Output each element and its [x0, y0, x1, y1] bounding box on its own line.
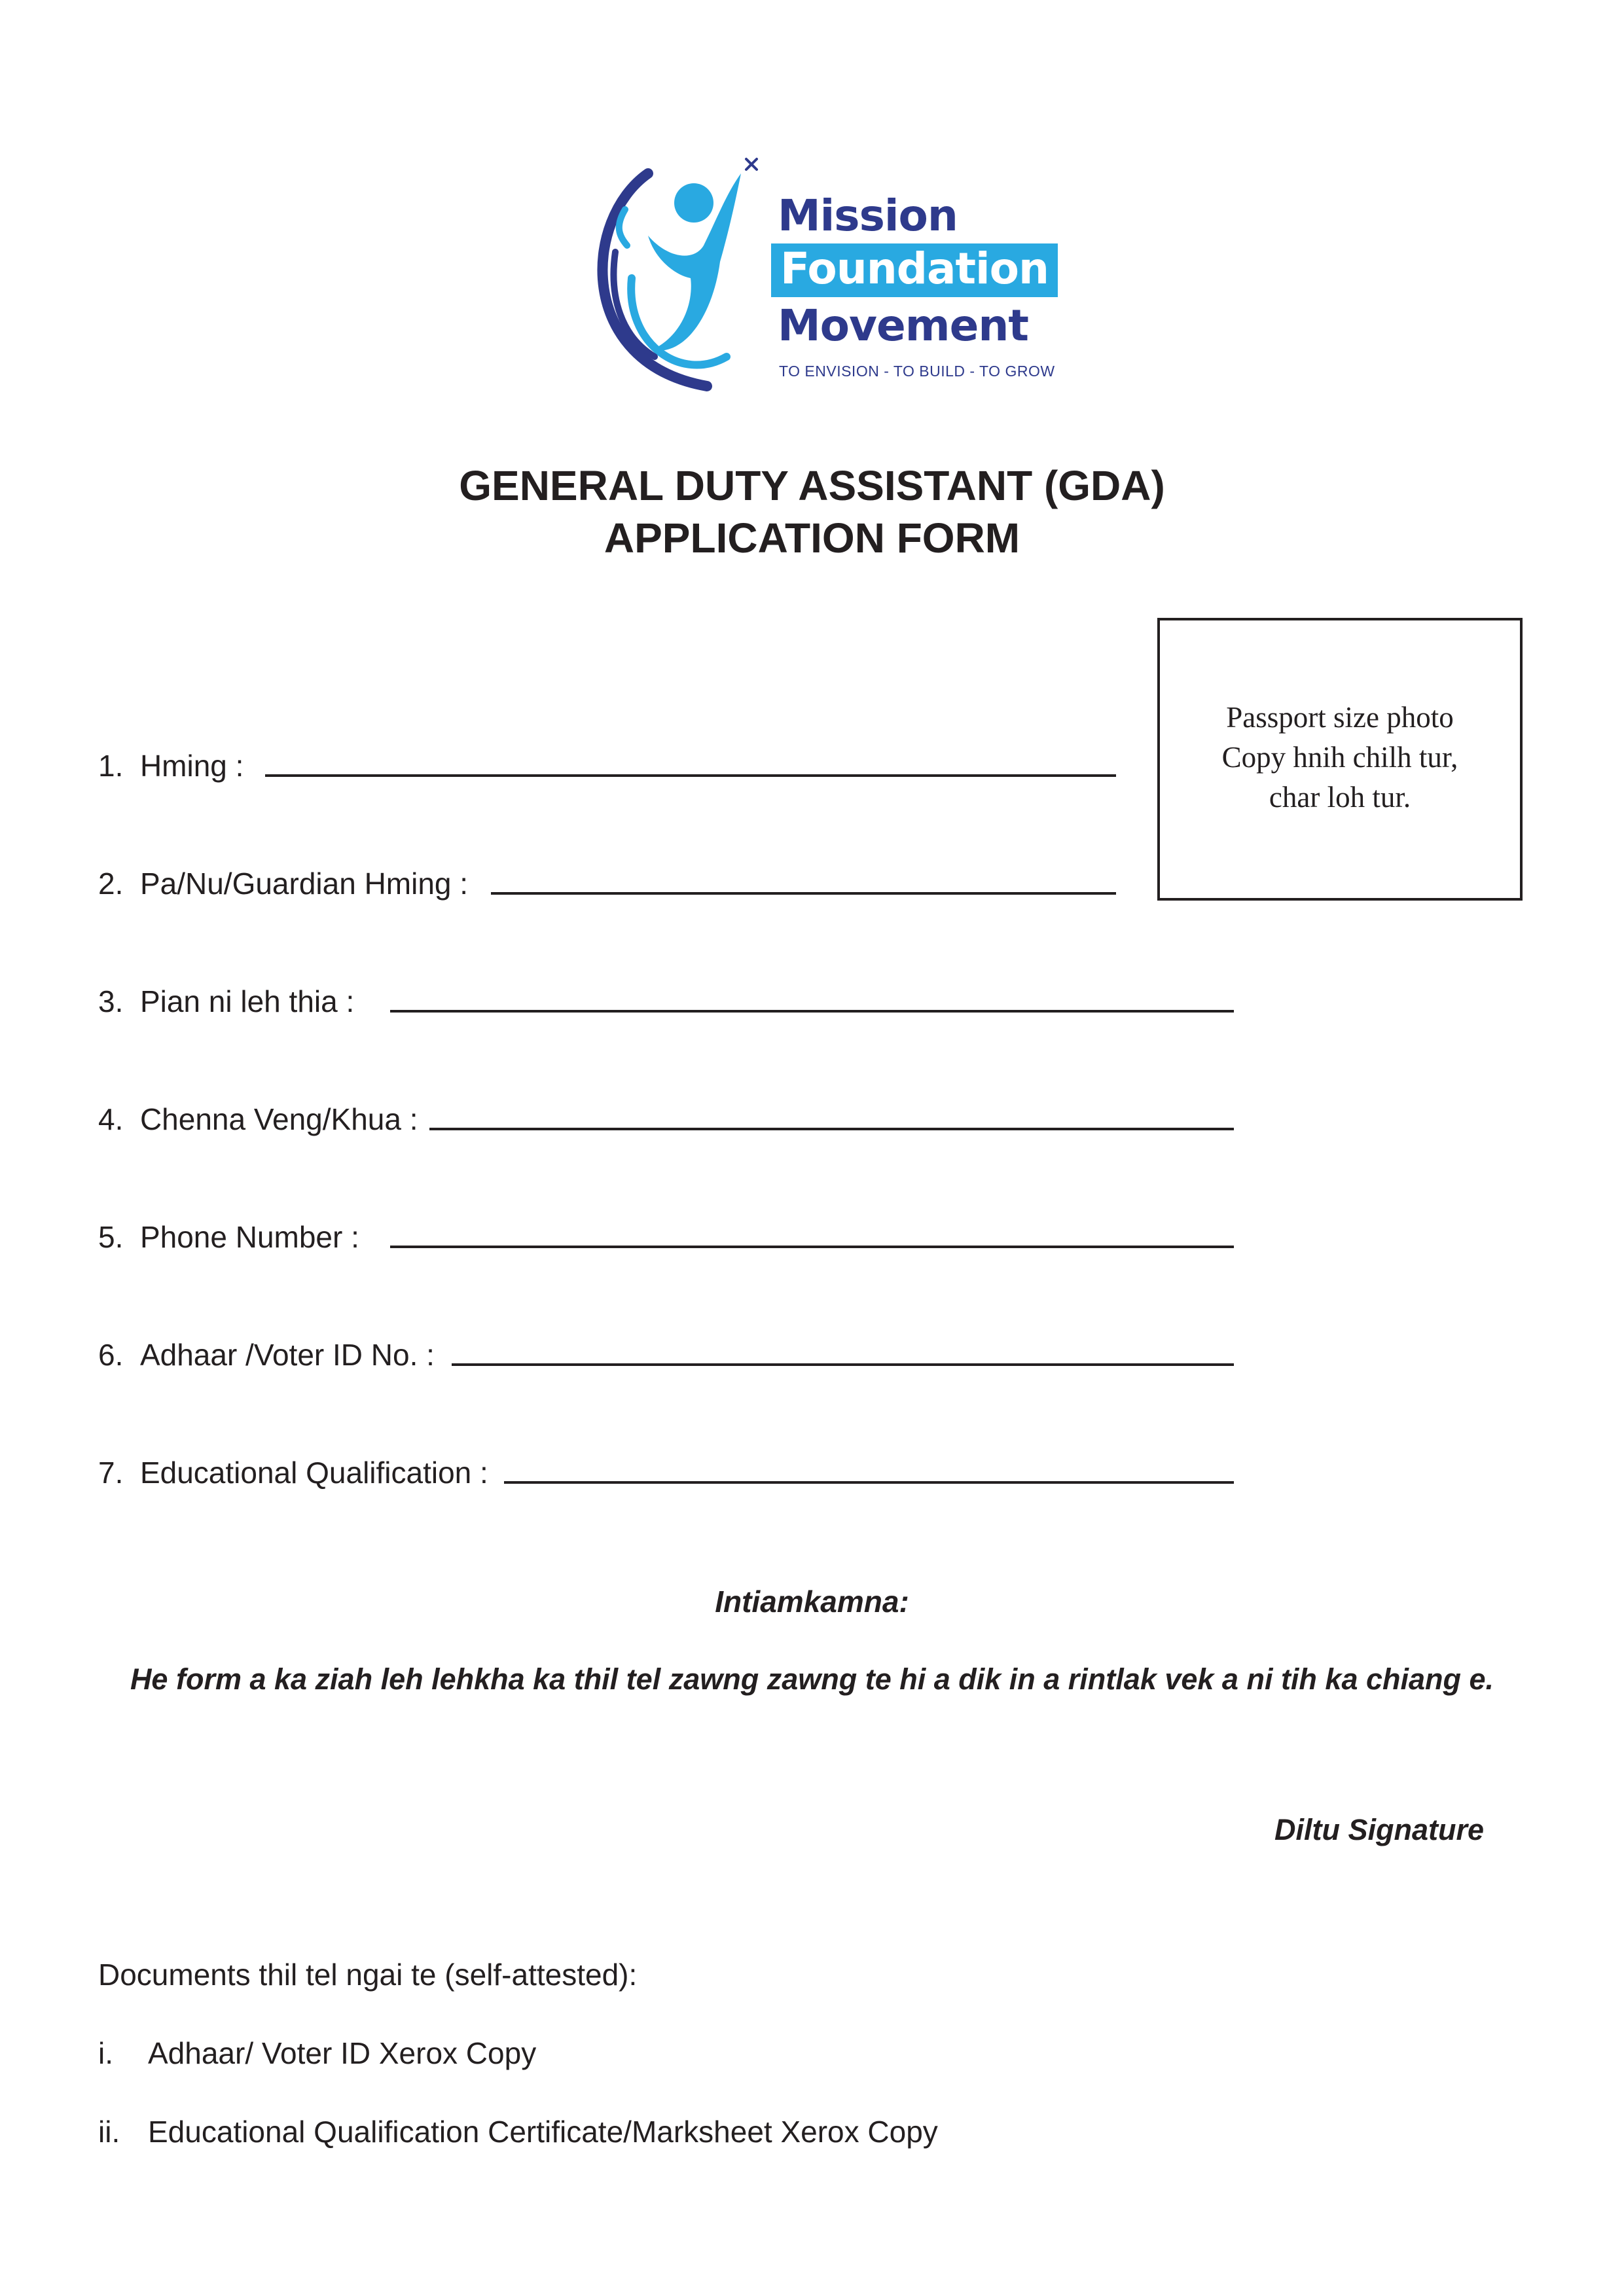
- field-label: 5. Phone Number :: [98, 1220, 359, 1254]
- photo-instruction-line3: char loh tur.: [1269, 781, 1411, 814]
- document-list-item: [98, 2036, 536, 2071]
- document-item-text: Educational Qualification Certificate/Marksheet Xerox Copy: [148, 2115, 938, 2149]
- photo-instruction-line1: Passport size photo: [1226, 701, 1454, 734]
- documents-heading: Documents thil tel ngai te (self-attested):: [98, 1958, 638, 1992]
- field-label: 1. Hming :: [98, 749, 244, 783]
- name-input-line[interactable]: [265, 774, 1116, 777]
- date-of-birth-input-line[interactable]: [390, 1010, 1234, 1013]
- document-item-number: ii.: [98, 2115, 120, 2149]
- logo-word-mission: Mission: [778, 190, 958, 241]
- id-number-input-line[interactable]: [452, 1363, 1234, 1366]
- declaration-text: He form a ka ziah leh lehkha ka thil tel zawng zawng te hi a dik in a rintlak vek a ni tih ka chiang e.: [130, 1662, 1494, 1696]
- logo-emblem-icon: [569, 147, 766, 396]
- organization-logo: [569, 147, 1067, 396]
- logo-word-foundation: Foundation: [771, 243, 1058, 297]
- form-title: GENERAL DUTY ASSISTANT (GDA): [459, 462, 1165, 509]
- field-label: 2. Pa/Nu/Guardian Hming :: [98, 867, 469, 901]
- passport-photo-box[interactable]: [1157, 618, 1523, 901]
- educational-qualification-input-line[interactable]: [504, 1481, 1234, 1484]
- form-subtitle: APPLICATION FORM: [604, 514, 1020, 562]
- photo-instruction-line2: Copy hnih chilh tur,: [1221, 741, 1458, 774]
- document-item-text: Adhaar/ Voter ID Xerox Copy: [148, 2036, 537, 2070]
- field-label: 4. Chenna Veng/Khua :: [98, 1102, 418, 1136]
- field-label: 7. Educational Qualification :: [98, 1456, 488, 1490]
- document-list-item: [98, 2114, 938, 2149]
- logo-tagline: TO ENVISION - TO BUILD - TO GROW: [779, 363, 1055, 380]
- parent-guardian-name-input-line[interactable]: [491, 892, 1116, 895]
- phone-number-input-line[interactable]: [390, 1246, 1234, 1248]
- field-label: 3. Pian ni leh thia :: [98, 984, 355, 1018]
- signature-label[interactable]: Diltu Signature: [1274, 1813, 1484, 1846]
- field-label: 6. Adhaar /Voter ID No. :: [98, 1338, 435, 1372]
- declaration-heading: Intiamkamna:: [715, 1585, 909, 1619]
- document-item-number: i.: [98, 2036, 113, 2070]
- address-input-line[interactable]: [429, 1128, 1234, 1130]
- logo-word-movement: Movement: [778, 300, 1028, 351]
